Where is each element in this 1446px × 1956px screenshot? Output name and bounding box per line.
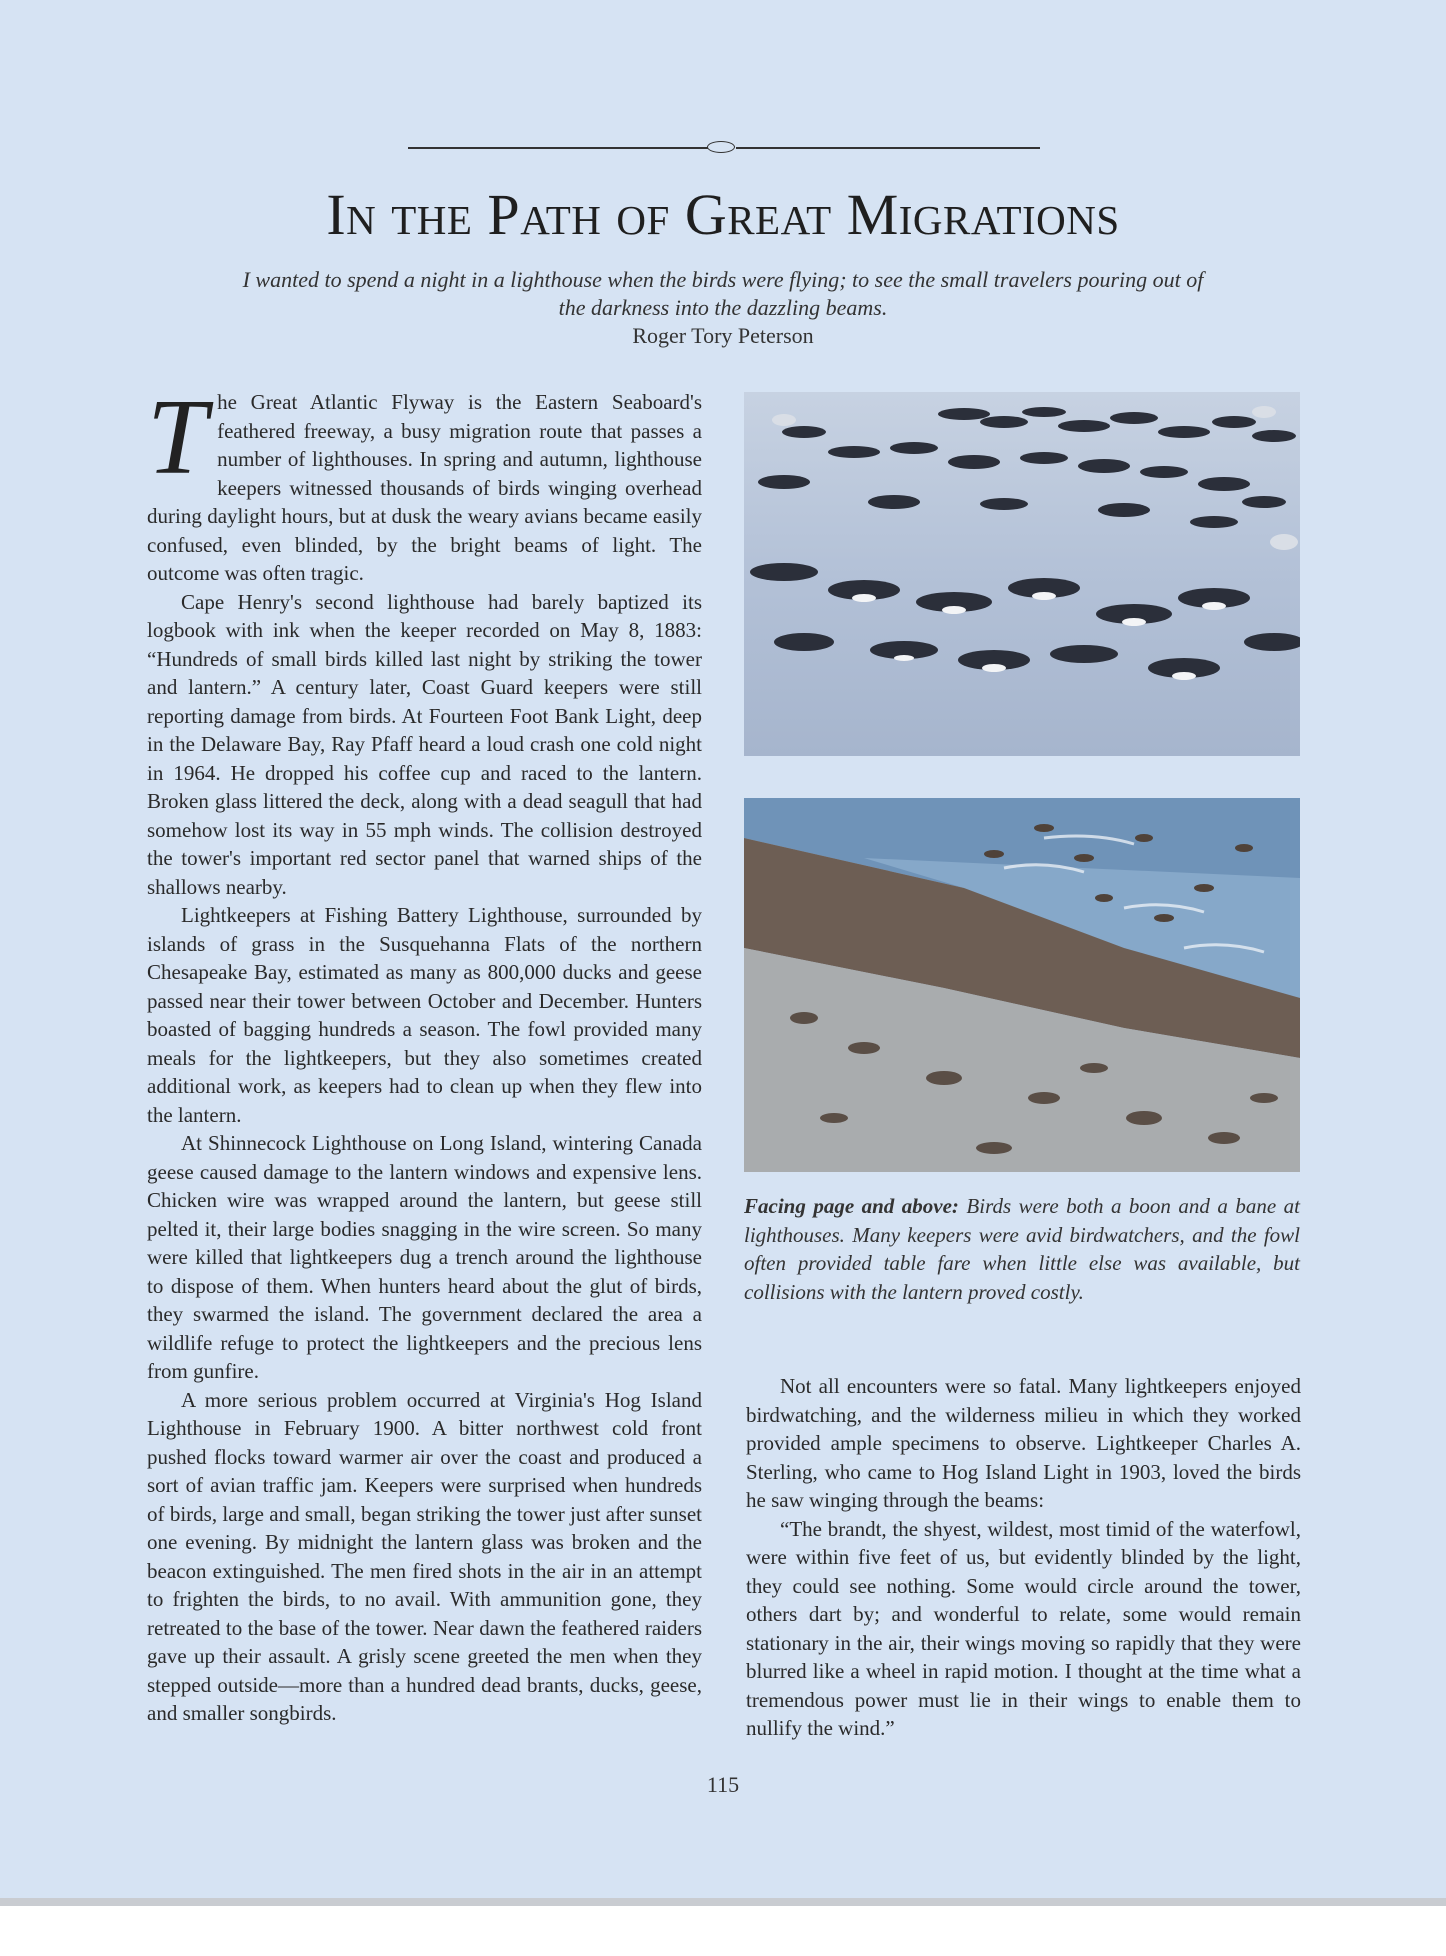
paragraph-1-text: he Great Atlantic Flyway is the Eastern Seaboard's feathered freeway, a busy migration route that passes a number of lighthouses. In spring and autumn, lighthouse keepers witnessed thousands of birds winging overhead during daylight hours, but at dusk the weary avians became easily confused, even blinded, by the bright beams of light. The outcome was often tragic. xyxy=(147,390,702,585)
paragraph-2: Cape Henry's second lighthouse had barely baptized its logbook with ink when the keeper recorded on May 8, 1883: “Hundreds of small birds killed last night by striking the tower and lantern.” A century later, Coast Guard keepers were still reporting damage from birds. At Fourteen Foot Bank Light, deep in the Delaware Bay, Ray Pfaff heard a loud crash one cold night in 1964. He dropped his coffee cup and raced to the lantern. Broken glass littered the deck, along with a dead seagull that had somehow lost its way in 55 mph winds. The collision destroyed the tower's important red sector panel that warned ships of the shallows nearby. xyxy=(147,589,702,899)
caption-lead: Facing page and above: xyxy=(744,1194,959,1218)
photo-caption xyxy=(744,1192,1300,1306)
ornament-rule-right xyxy=(736,147,1040,149)
left-column xyxy=(147,378,702,1728)
skimmers-photo xyxy=(744,392,1300,756)
paragraph-4: At Shinnecock Lighthouse on Long Island, wintering Canada geese caused damage to the lantern windows and expensive lens. Chicken wire was wrapped around the lantern, but geese still pelted it, their large bodies snagging in the wire screen. So many were killed that lightkeepers dug a trench around the lighthouse to dispose of them. When hunters heard about the glut of birds, they swarmed the island. The government declared the area a wildlife refuge to protect the lightkeepers and the precious lens from gunfire. xyxy=(147,1131,702,1383)
shorebirds-photo xyxy=(744,798,1300,1172)
ornament-rule-left xyxy=(408,147,708,149)
epigraph-author: Roger Tory Peterson xyxy=(632,323,814,348)
paragraph-3: Lightkeepers at Fishing Battery Lighthouse, surrounded by islands of grass in the Susquehanna Flats of the northern Chesapeake Bay, estimated as many as 800,000 ducks and geese passed near their tower between October and December. Hunters boasted of bagging hundreds a season. The fowl provided many meals for the lightkeepers, but they also sometimes created additional work, as keepers had to clean up when they flew into the lantern. xyxy=(147,903,702,1127)
right-paragraph-2: “The brandt, the shyest, wildest, most timid of the waterfowl, were within five feet of us, but evidently blinded by the light, they could see nothing. Some would circle around the tower, others dart by; and wonderful to relate, some would remain stationary in the air, their wings moving so rapidly that they were blurred like a wheel in rapid motion. I thought at the time what a tremendous power must lie in their wings to enable them to nullify the wind.” xyxy=(746,1516,1301,1740)
page-bottom-edge xyxy=(0,1898,1446,1906)
caption-text: Birds were both a boon and a bane at lighthouses. Many keepers were avid birdwatchers, and the fowl often provided table fare when little else was available, but collisions with the lantern proved costly. xyxy=(744,1194,1300,1304)
right-paragraph-1: Not all encounters were so fatal. Many lightkeepers enjoyed birdwatching, and the wilderness milieu in which they worked provided ample specimens to observe. Lightkeeper Charles A. Sterling, who came to Hog Island Light in 1903, loved the birds he saw winging through the beams: xyxy=(746,1374,1301,1512)
epigraph-quote: I wanted to spend a night in a lighthouse when the birds were flying; to see the small travelers pouring out of the darkness into the dazzling beams. xyxy=(242,267,1204,320)
title-ornament xyxy=(408,140,1040,156)
paragraph-5: A more serious problem occurred at Virginia's Hog Island Lighthouse in February 1900. A bitter northwest cold front pushed flocks toward warmer air over the coast and produced a sort of avian traffic jam. Keepers were surprised when hundreds of birds, large and small, began striking the tower just after sunset one evening. By midnight the lantern glass was broken and the beacon extinguished. The men fired shots in the air in an attempt to frighten the birds, to no avail. With ammunition gone, they retreated to the base of the tower. Near dawn the feathered raiders gave up their assault. A grisly scene greeted the men when they stepped outside—more than a hundred dead brants, ducks, geese, and smaller songbirds. xyxy=(147,1387,702,1725)
page-number: 115 xyxy=(706,1772,740,1797)
ornament-oval xyxy=(707,141,735,153)
paragraph-1 xyxy=(147,378,702,588)
right-column xyxy=(746,1372,1301,1743)
chapter-title: In the Path of Great Migrations xyxy=(326,182,1120,247)
drop-cap: T xyxy=(147,378,208,497)
